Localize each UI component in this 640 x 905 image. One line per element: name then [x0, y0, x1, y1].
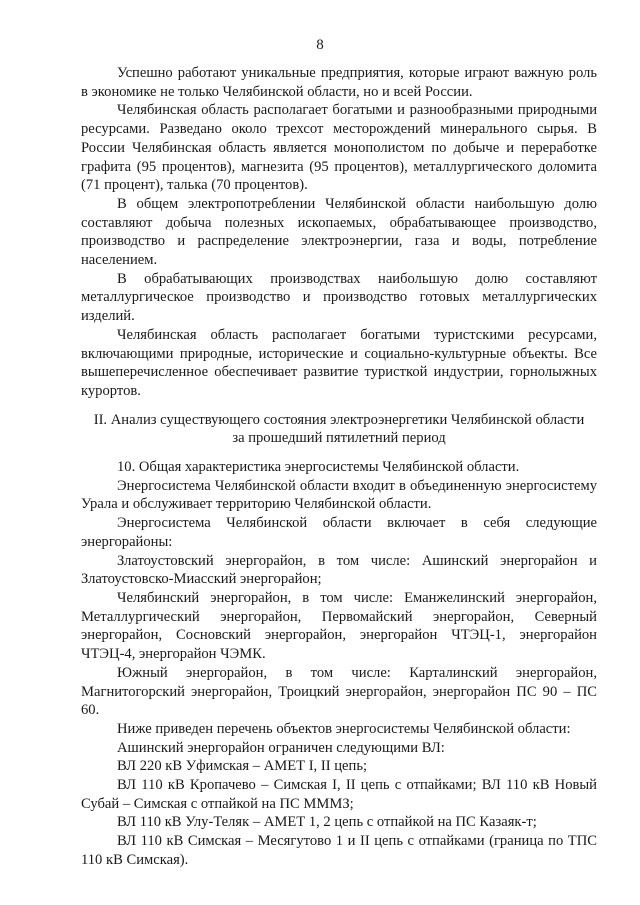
list-item: ВЛ 220 кВ Уфимская – АМЕТ I, II цепь; [117, 758, 368, 775]
paragraph: Златоустовский энергорайон, в том числе: Ашинский энергорайон и Златоустовско-Миасский энергорайон; [81, 552, 597, 588]
paragraph: Успешно работают уникальные предприятия, которые играют важную роль в экономике не только Челябинской области, но и всей России. [81, 65, 597, 100]
section-heading-line-2: за прошедший пятилетний период [232, 430, 446, 447]
page-number: 8 [316, 37, 324, 53]
paragraph: Челябинская область располагает богатыми туристскими ресурсами, включающими природные, исторические и социально-культурные объекты. Все вышеперечисленное обеспечивает развитие туристкой индустрии, горнолыжных курортов. [81, 326, 597, 399]
paragraph: Энергосистема Челябинской области входит в объединенную энергосистему Урала и обслуживает территорию Челябинской области. [81, 477, 597, 513]
paragraph: Челябинский энергорайон, в том числе: Еманжелинский энергорайон, Металлургический энергорайон, Первомайский энергорайон, Северный энергорайон, Сосновский энергорайон, энергорайон ЧТЭЦ-1, энергорайон ЧТЭЦ-4, энергорайон ЧЭМК. [81, 589, 597, 663]
section-heading-line-1: II. Анализ существующего состояния электроэнергетики Челябинской области [93, 411, 585, 428]
list-item: ВЛ 110 кВ Кропачево – Симская I, II цепь с отпайками; ВЛ 110 кВ Новый Субай – Симская с отпайкой на ПС МММЗ; [81, 777, 597, 812]
section-heading [81, 411, 597, 448]
page-body [81, 64, 597, 870]
paragraph: Ниже приведен перечень объектов энергосистемы Челябинской области: [117, 720, 571, 737]
paragraph: Южный энергорайон, в том числе: Карталинский энергорайон, Магнитогорский энергорайон, Троицкий энергорайон, энергорайон ПС 90 – ПС 60. [81, 664, 597, 719]
subsection-title: 10. Общая характеристика энергосистемы Челябинской области. [117, 459, 520, 476]
paragraph: В обрабатывающих производствах наибольшую долю составляют металлургическое производство и производство готовых металлургических изделий. [81, 270, 597, 325]
paragraph: Челябинская область располагает богатыми и разнообразными природными ресурсами. Разведано около трехсот месторождений минерального сырья. В России Челябинская область является монополистом по добыче и переработке графита (95 процентов), магнезита (95 процентов), металлургического доломита (71 процент), талька (70 процентов). [81, 102, 597, 194]
paragraph: Ашинский энергорайон ограничен следующими ВЛ: [117, 739, 445, 756]
paragraph: Энергосистема Челябинской области включает в себя следующие энергорайоны: [81, 515, 597, 550]
list-item: ВЛ 110 кВ Улу-Теляк – АМЕТ 1, 2 цепь с отпайкой на ПС Казаяк-т; [117, 814, 537, 831]
list-item: ВЛ 110 кВ Симская – Месягутово 1 и II цепь с отпайками (граница по ТПС 110 кВ Симская). [81, 833, 597, 868]
paragraph: В общем электропотреблении Челябинской области наибольшую долю составляют добыча полезных ископаемых, обрабатывающее производство, производство и распределение электроэнергии, газа и воды, потребление населением. [81, 195, 597, 269]
